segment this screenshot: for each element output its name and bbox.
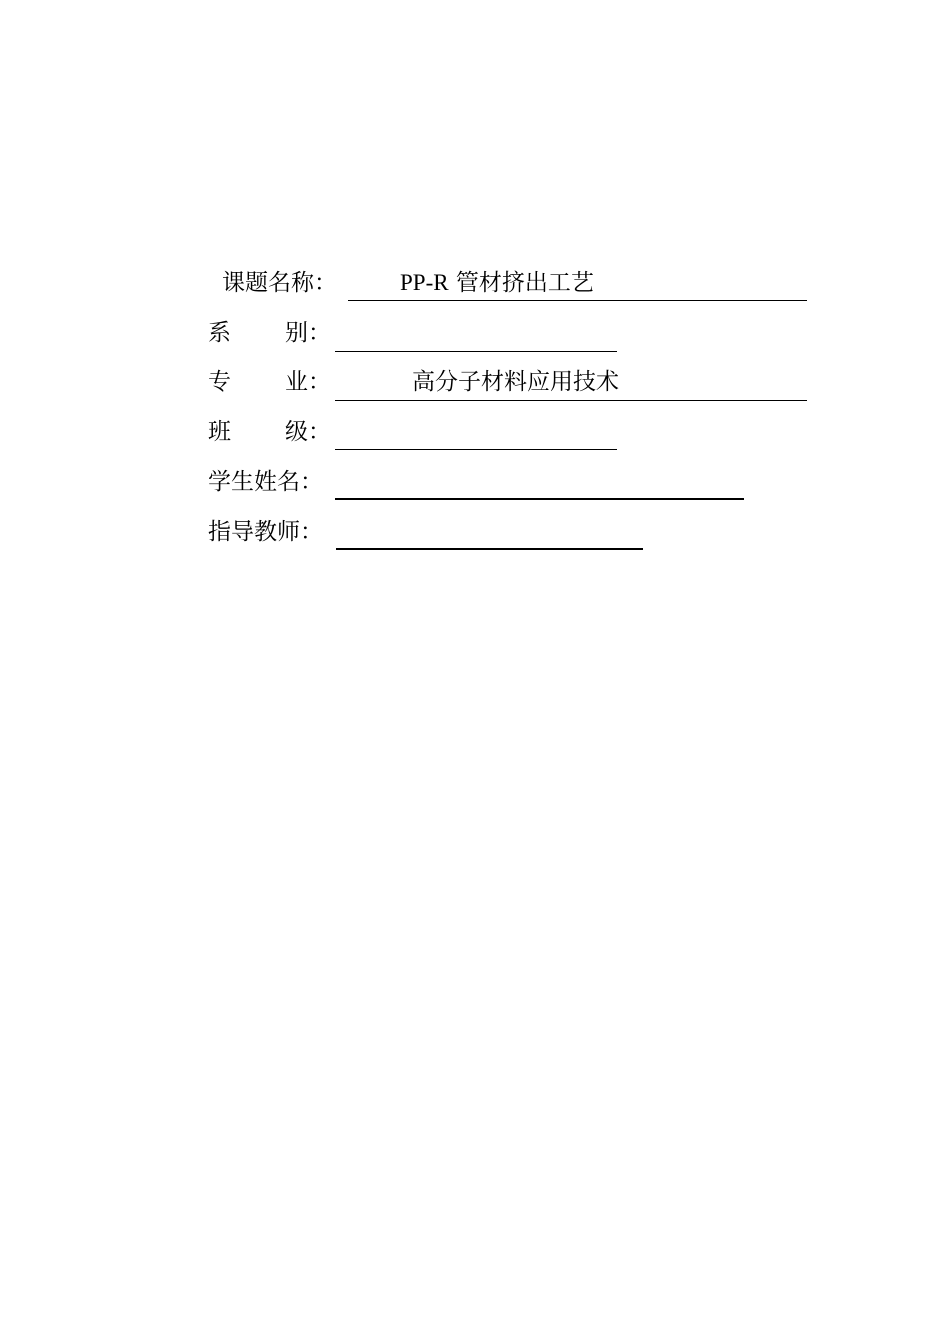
student-name-row <box>0 467 950 507</box>
topic-row <box>0 268 950 308</box>
class-row <box>0 417 950 457</box>
topic-value <box>400 268 594 298</box>
advisor-label: 指导教师： <box>208 519 323 545</box>
department-row <box>0 318 950 358</box>
topic-label: 课题名称： <box>222 270 337 296</box>
topic-value-latin: PP-R <box>400 270 449 295</box>
department-label-second: 别： <box>285 320 331 346</box>
class-label-second: 级： <box>285 419 331 445</box>
topic-value-cjk: 管材挤出工艺 <box>455 270 594 296</box>
cover-info-form <box>0 0 950 600</box>
topic-underline <box>348 300 807 301</box>
major-row <box>0 367 950 407</box>
major-label-first: 专 <box>208 369 231 395</box>
class-underline <box>335 449 617 450</box>
class-label-first: 班 <box>208 419 231 445</box>
major-underline <box>335 400 807 401</box>
advisor-underline <box>336 548 643 550</box>
student-name-label: 学生姓名： <box>208 469 323 495</box>
advisor-row <box>0 517 950 557</box>
major-label-second: 业： <box>285 369 331 395</box>
student-name-underline <box>335 498 744 500</box>
department-underline <box>335 351 617 352</box>
department-label-first: 系 <box>208 320 231 346</box>
major-value: 高分子材料应用技术 <box>412 369 619 395</box>
